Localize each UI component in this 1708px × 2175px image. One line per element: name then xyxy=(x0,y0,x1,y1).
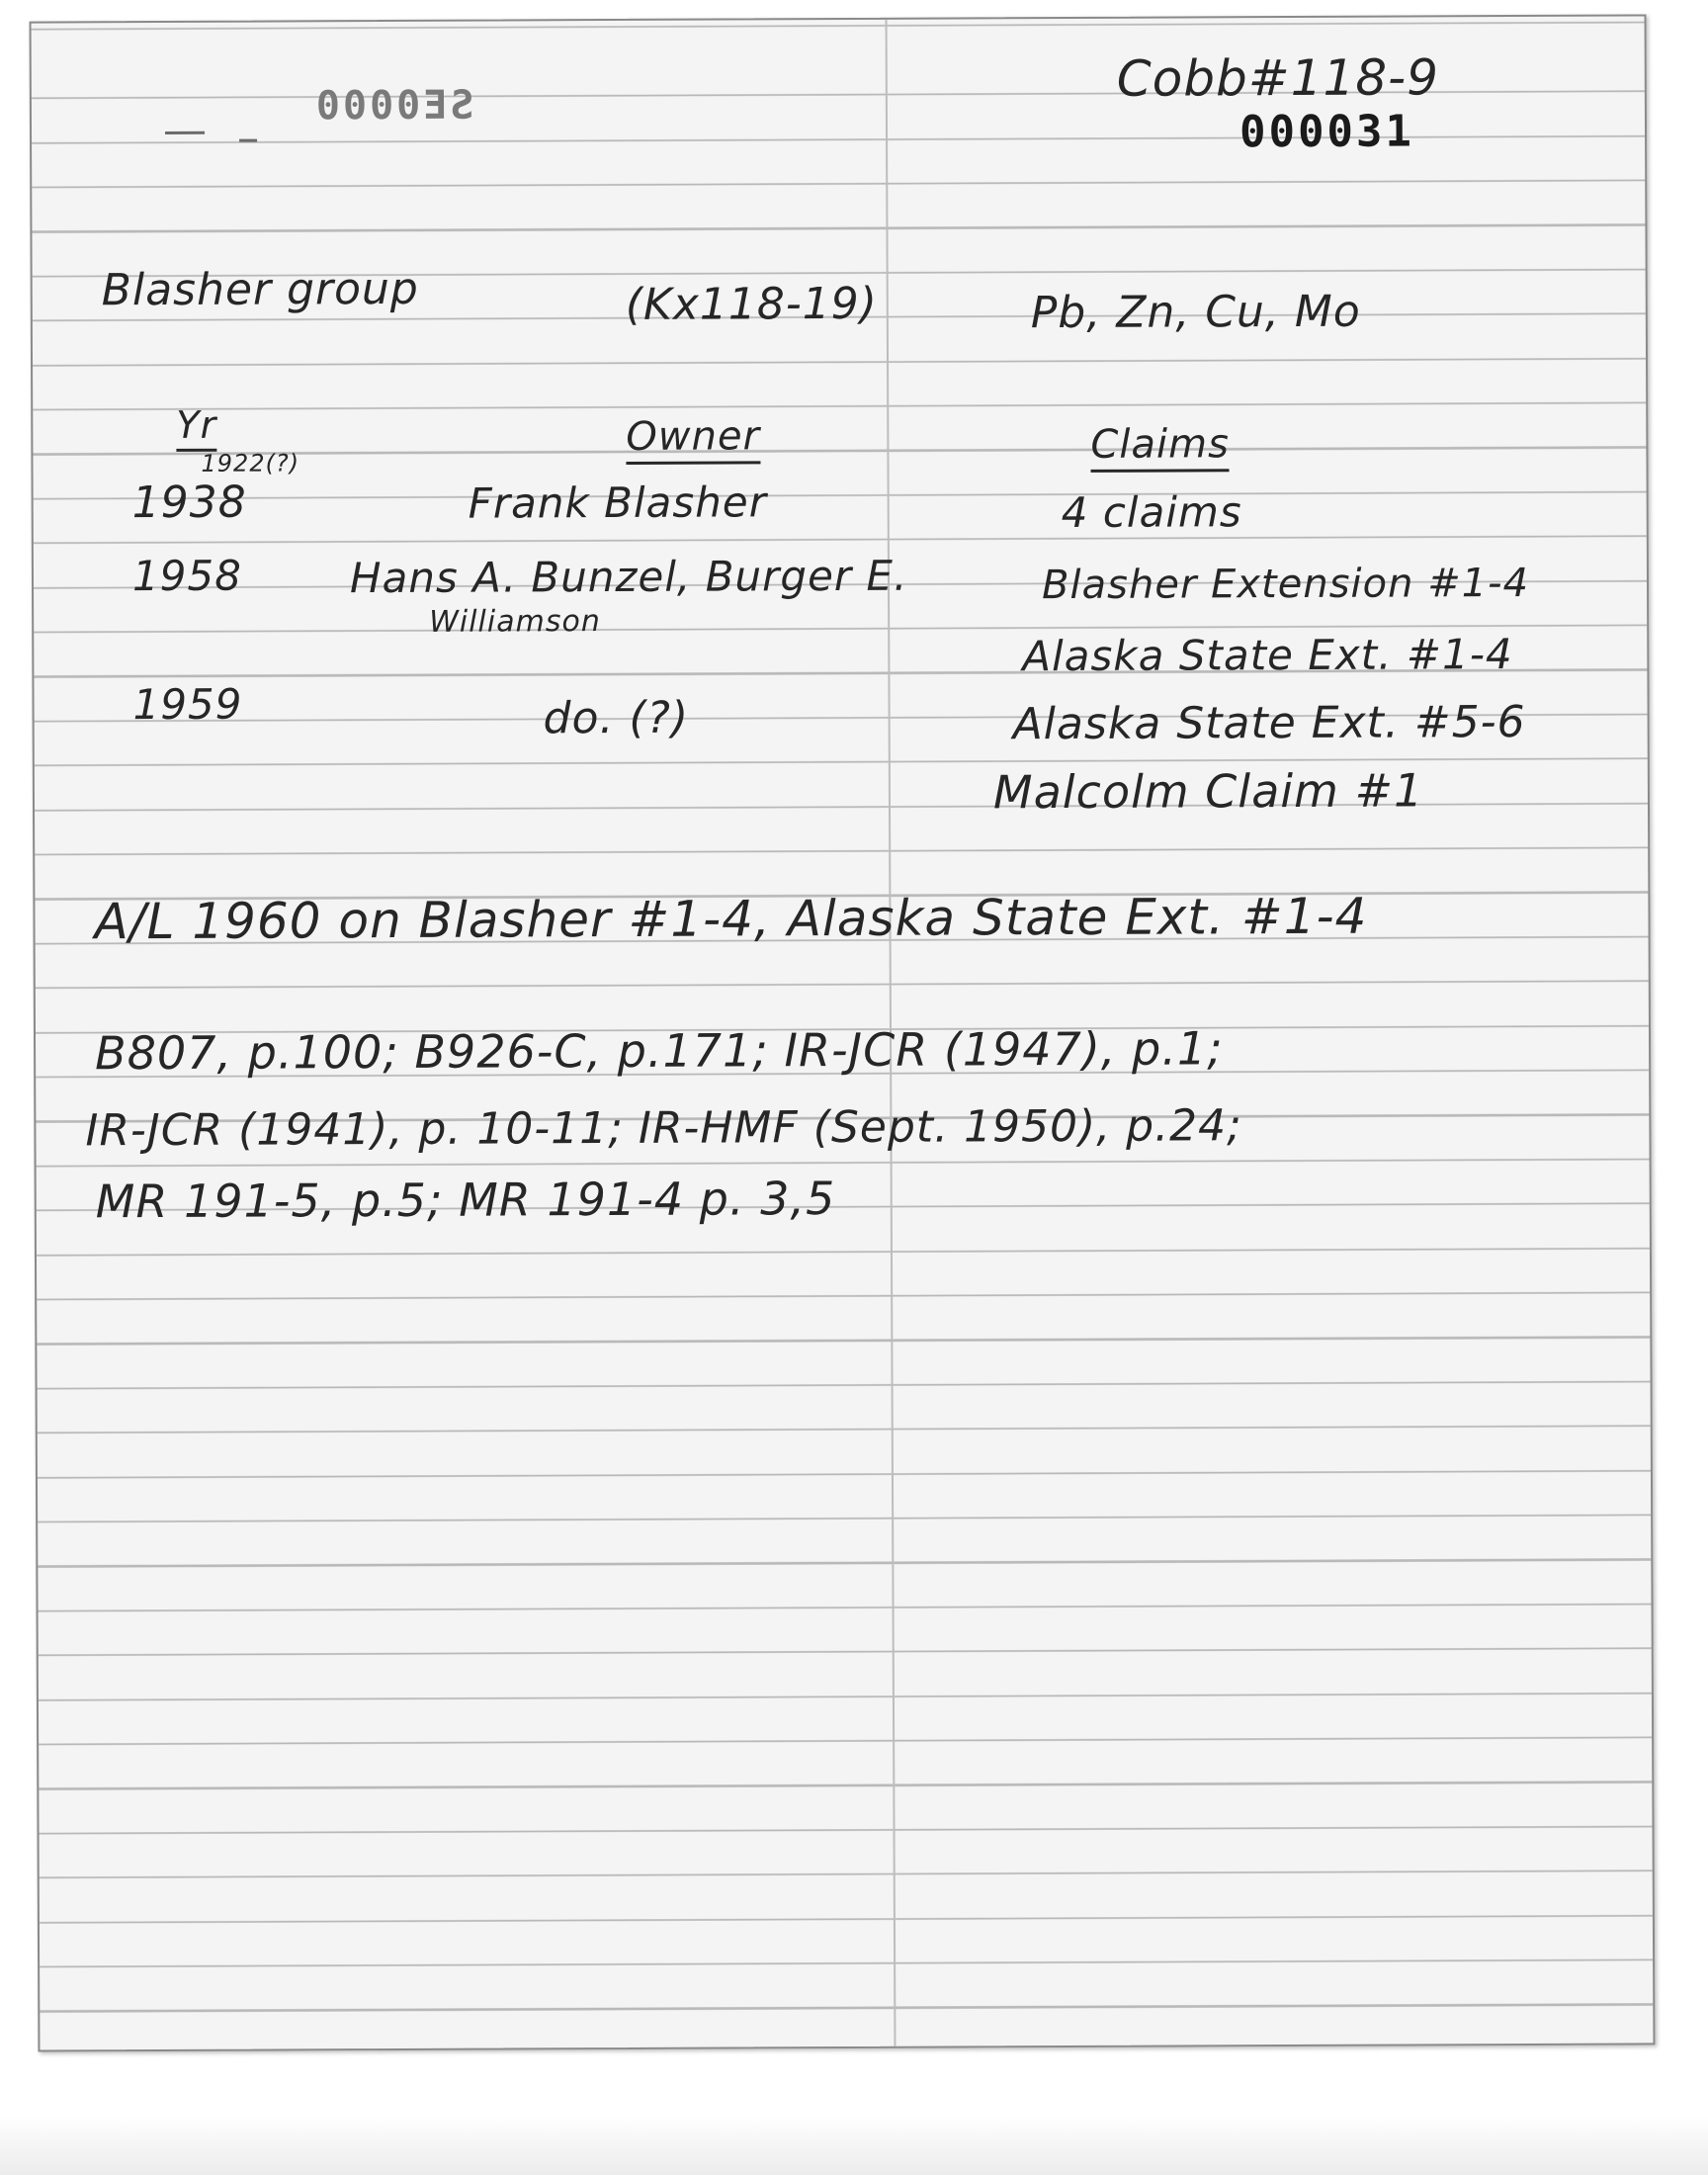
owner-bunzel: Hans A. Bunzel, Burger E. xyxy=(349,551,908,603)
claims-blasher-ext: Blasher Extension #1-4 xyxy=(1041,560,1530,609)
claims-alaska-ext-5-6: Alaska State Ext. #5-6 xyxy=(1012,696,1526,750)
claims-malcolm: Malcolm Claim #1 xyxy=(992,763,1424,820)
owner-frank-blasher: Frank Blasher xyxy=(468,478,768,528)
page-number-stamp: 000031 xyxy=(1238,106,1415,158)
year-note: 1922(?) xyxy=(201,449,300,478)
claims-alaska-ext-1-4: Alaska State Ext. #1-4 xyxy=(1022,630,1513,681)
group-title: Blasher group xyxy=(101,263,419,316)
notebook-page xyxy=(30,14,1656,2051)
pencil-dash xyxy=(165,131,205,134)
references-line-2: IR-JCR (1941), p. 10-11; IR-HMF (Sept. 1950), p.24; xyxy=(85,1100,1242,1157)
scan-artifact xyxy=(0,2116,1708,2175)
col-claims-header: Claims xyxy=(1090,421,1230,473)
assessment-note: A/L 1960 on Blasher #1-4, Alaska State Ext. #1-4 xyxy=(94,887,1368,951)
references-line-1: B807, p.100; B926-C, p.171; IR-JCR (1947), p.1; xyxy=(94,1021,1224,1081)
year-1938: 1938 xyxy=(131,477,247,529)
year-1959: 1959 xyxy=(132,679,243,730)
claims-4: 4 claims xyxy=(1061,487,1242,538)
references-line-3: MR 191-5, p.5; MR 191-4 p. 3,5 xyxy=(95,1172,836,1229)
owner-williamson: Williamson xyxy=(429,604,601,640)
col-year-header: Yr xyxy=(176,403,216,452)
year-1958: 1958 xyxy=(131,551,242,601)
kardex-code: (Kx118-19) xyxy=(625,278,878,330)
col-owner-header: Owner xyxy=(626,413,760,465)
owner-ditto: do. (?) xyxy=(543,692,690,744)
index-code: Cobb#118-9 xyxy=(1116,48,1440,108)
commodities: Pb, Zn, Cu, Mo xyxy=(1030,286,1361,339)
mirrored-stamp: SE0000 xyxy=(312,82,474,130)
pencil-dash xyxy=(239,139,257,142)
